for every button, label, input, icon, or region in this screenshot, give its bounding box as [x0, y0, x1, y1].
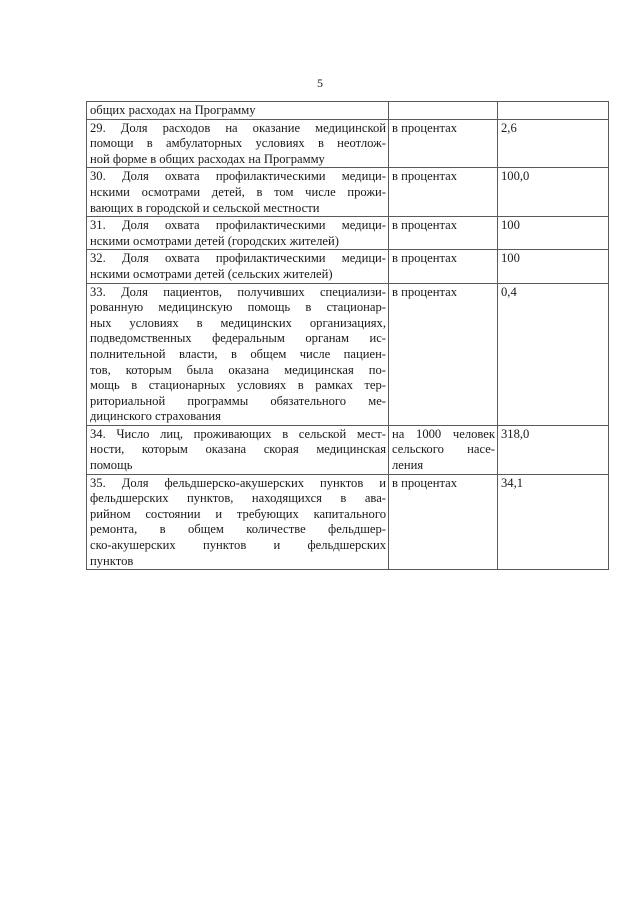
indicator-name-line: общих расходах на Программу	[90, 103, 256, 117]
unit-cell	[389, 425, 498, 474]
indicator-table-body	[87, 102, 609, 570]
indicator-name-line: помощи в амбулаторных условиях в неотлож-	[90, 136, 386, 151]
indicator-name-line: ско-акушерских пунктов и фельдшерских	[90, 538, 386, 553]
unit-line: на 1000 человек	[392, 426, 495, 441]
indicator-name-line: 33. Доля пациентов, получивших специализи-	[90, 284, 386, 299]
value-cell: 100	[498, 217, 609, 250]
table-row	[87, 283, 609, 425]
unit-line: в процентах	[392, 218, 458, 233]
indicator-name-line: помощь	[90, 458, 133, 473]
table-row	[87, 425, 609, 474]
unit-cell	[389, 250, 498, 283]
unit-cell	[389, 474, 498, 570]
indicator-name-line: риториальной программы обязательного ме-	[90, 393, 386, 408]
value-cell: 100	[498, 250, 609, 283]
indicator-name-line: тов, которым была оказана медицинская по-	[90, 362, 386, 377]
indicator-name-line: нскими осмотрами детей (сельских жителей)	[90, 266, 333, 281]
value-cell: 100,0	[498, 168, 609, 217]
indicator-name-line: 29. Доля расходов на оказание медицинской	[90, 120, 386, 135]
unit-line: в процентах	[392, 169, 458, 184]
indicator-name-line: нскими осмотрами детей, в том числе прожи-	[90, 184, 386, 199]
indicator-name-cell	[87, 102, 389, 120]
indicator-name-line: фельдшерских пунктов, находящихся в ава-	[90, 491, 386, 506]
table-row	[87, 474, 609, 570]
indicator-name-line: ности, которым оказана скорая медицинская	[90, 442, 386, 457]
indicator-name-line: 32. Доля охвата профилактическими медици-	[90, 251, 386, 266]
indicator-name-line: 31. Доля охвата профилактическими медици-	[90, 218, 386, 233]
unit-cell	[389, 102, 498, 120]
indicator-name-line: 34. Число лиц, проживающих в сельской мест-	[90, 426, 386, 441]
unit-cell	[389, 168, 498, 217]
indicator-name-line: нскими осмотрами детей (городских жителей)	[90, 233, 339, 248]
value-cell: 318,0	[498, 425, 609, 474]
indicator-name-line: ремонта, в общем количестве фельдшер-	[90, 522, 386, 537]
unit-line: в процентах	[392, 475, 458, 490]
indicator-name-line: 30. Доля охвата профилактическими медици-	[90, 169, 386, 184]
indicator-table	[86, 101, 609, 570]
unit-line: в процентах	[392, 251, 458, 266]
indicator-name-cell	[87, 425, 389, 474]
indicator-name-line: дицинского страхования	[90, 409, 221, 424]
indicator-name-line: ных условиях в медицинских организациях,	[90, 315, 386, 330]
indicator-table-wrapper	[86, 101, 609, 570]
indicator-name-cell	[87, 283, 389, 425]
indicator-name-line: подведомственных федеральным органам ис-	[90, 331, 386, 346]
value-cell: 0,4	[498, 283, 609, 425]
unit-line: в процентах	[392, 120, 458, 135]
value-cell	[498, 102, 609, 120]
indicator-name-cell	[87, 474, 389, 570]
table-row	[87, 119, 609, 168]
unit-line: в процентах	[392, 284, 458, 299]
unit-line: сельского насе-	[392, 442, 495, 457]
table-row	[87, 250, 609, 283]
indicator-name-line: пунктов	[90, 553, 134, 568]
indicator-name-line: рованную медицинскую помощь в стационар-	[90, 300, 386, 315]
indicator-name-line: полнительной власти, в общем числе пациен-	[90, 346, 386, 361]
unit-line: ления	[392, 458, 424, 473]
indicator-name-cell	[87, 119, 389, 168]
unit-cell	[389, 119, 498, 168]
indicator-name-cell	[87, 217, 389, 250]
table-row	[87, 217, 609, 250]
page-number: 5	[317, 76, 323, 90]
indicator-name-line: 35. Доля фельдшерско-акушерских пунктов и	[90, 475, 386, 490]
value-cell: 34,1	[498, 474, 609, 570]
table-row	[87, 168, 609, 217]
unit-line	[392, 103, 495, 119]
indicator-name-cell	[87, 168, 389, 217]
value-cell: 2,6	[498, 119, 609, 168]
indicator-name-cell	[87, 250, 389, 283]
indicator-name-line: вающих в городской и сельской местности	[90, 200, 320, 215]
unit-cell	[389, 217, 498, 250]
table-row	[87, 102, 609, 120]
indicator-name-line: рийном состоянии и требующих капитального	[90, 506, 386, 521]
indicator-name-line: мощь в стационарных условиях в рамках тер-	[90, 378, 386, 393]
unit-cell	[389, 283, 498, 425]
indicator-name-line: ной форме в общих расходах на Программу	[90, 151, 325, 166]
